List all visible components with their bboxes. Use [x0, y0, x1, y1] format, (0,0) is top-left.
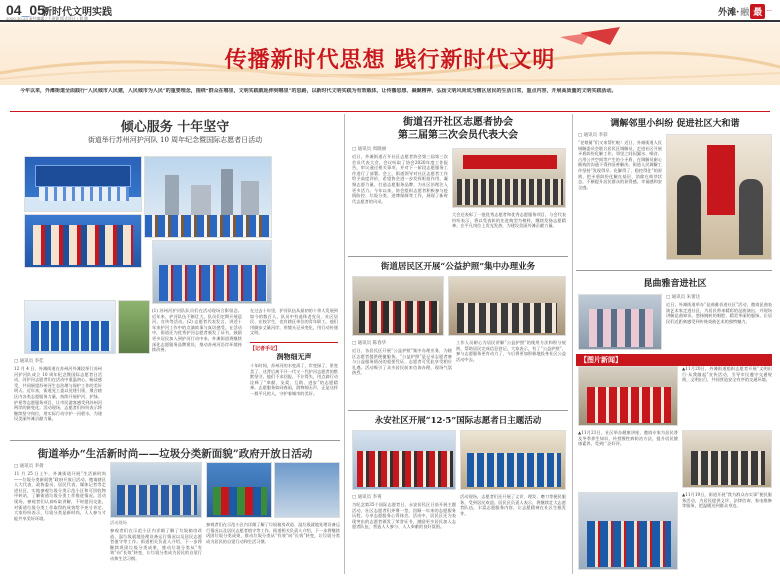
article7-title: 昆曲雅音进社区 — [643, 279, 707, 289]
divider-mid-2 — [348, 410, 568, 411]
article3-byline: □ 通讯员 周晓丽 — [352, 147, 387, 152]
article1-col3-body: 在过去十年里，护河队伍从最初的十余人发展到如今的数百人，队员中有退休老党员、社区居民、在校学生，也有辖区单位的青年职工。他们用脚步丈量河岸，用镜头记录变化，用行动传递文明。 — [250, 308, 338, 336]
article6-photo-mediation — [666, 134, 772, 260]
stage-people — [39, 187, 129, 201]
banner-flag — [707, 145, 735, 215]
brand-label: 外滩· — [718, 7, 740, 18]
article1-photo-group — [24, 300, 116, 354]
article2-photo-station — [274, 462, 340, 518]
article4-body-right: 工作人员耐心为居民讲解“公益护照”的使用方法和积分规则，帮助居民完成信息登记。大家表示，有了“公益护照”，参与志愿服务更有动力了，今后将更加积极地投身社区公益活动中去。 — [456, 340, 566, 362]
article2-caption: 活动现场 — [110, 520, 127, 525]
performers — [589, 309, 653, 347]
news-item-3: ▲11月19日，街道开展“我为群众办实事”便民服务活动，为居民提供义诊、法律咨询、家电维修等服务，把温暖送到群众身边。 — [682, 492, 772, 509]
masthead — [0, 0, 780, 22]
divider-mid-1 — [348, 256, 568, 257]
banner — [0, 23, 780, 85]
article2-body3: 参观者们在示范小区内详细了解了垃圾箱房改造、湿垃圾就地处理设备运行情况以及居民志愿者值守等工作。街道相关负责人介绍，下一步将继续巩固垃圾分类成果，推动垃圾分类从“有效”向“长效”转变，让垃圾分类成为居民的自觉行动和生活习惯。 — [206, 522, 340, 544]
tower-2 — [191, 185, 211, 215]
article2-photo-recycle — [206, 462, 272, 518]
news-item-2: ▲11月21日，社区举办健康讲座，邀请专家为居民普及冬季养生知识，传授慢性病防治方法，提升居民健康素养，受到广泛好评。 — [578, 430, 678, 447]
article5-body-right: 活动现场，志愿者们还开展了义诊、理发、磨刀等便民服务，受到居民欢迎。居民区负责人表示，将继续壮大志愿者队伍，丰富志愿服务内容，让志愿精神在社区生根发芽。 — [460, 494, 566, 516]
recycle-bins — [213, 487, 267, 515]
tower-3 — [221, 169, 233, 215]
col-divider-1 — [344, 114, 345, 574]
page-number-sep: _ — [21, 2, 30, 18]
article1-body: 12 月 4 日，外滩街道在苏州河外滩段举行苏州河护河队成立 10 周年纪念暨国际志愿者日活动，河护河志愿者们在活动中重温初心，畅谈感受，共同展望苏州河生态治理与保护工作的美好明天。近年来，街道党工委以党建引领，聚合辖区内各类志愿服务力量，持续开展护河、护绿、护景等志愿服务项目，让市民游客感受到苏州河两岸的新变化。活动现场，志愿者们纷纷表示将继续坚守岗位，用实际行动守护一河碧水，为建设美丽外滩贡献力量。 — [14, 366, 102, 422]
crowd — [145, 215, 272, 238]
divider-top — [10, 111, 770, 112]
article4-body: 近日，各居民区开展“公益护照”集中办理业务，为辖区志愿者提供便捷服务。“公益护照”是记录志愿者参与公益服务情况的重要凭证，志愿者可凭此享受相应礼遇。活动吸引了众多居民前来咨询办理，现场气氛热烈。 — [352, 348, 452, 376]
page-number-b: 05 — [29, 2, 45, 18]
visitors — [117, 485, 197, 515]
desk-people — [359, 301, 439, 333]
article2-body: 11 月 25 日上午，外滩街道开展“生活新时尚——垃圾分类新面貌”政府开放日活动。邀请辖区人大代表、政协委员、居民代表、媒体记者等走进社区，实地参观垃圾分类示范小区和可回收物中转站，了解街道垃圾分类工作推进情况。活动现场，参观者们认真听取讲解，不时提问交流，对街道垃圾分类工作取得的成效给予充分肯定。大家纷纷表示，垃圾分类是新时尚，人人参与才能共享美好环境。 — [14, 471, 106, 521]
article5-title: 永安社区开展“12·5”国际志愿者日主题活动 — [374, 416, 542, 426]
news-photo-3 — [578, 492, 678, 570]
article7-photo-opera — [578, 294, 662, 350]
article7-body: 近日，外滩街道举办“昆曲雅音进社区”活动，邀请昆曲表演艺术家走进社区，为居民带来精彩的昆曲演出，并现场讲解昆曲知识。悠扬婉转的唱腔、精美华丽的服饰，让居民们近距离感受到传统戏曲艺术的独特魅力。 — [666, 302, 772, 324]
reporter-note-box — [250, 342, 338, 436]
article3-body-right: 大会还表彰了一批优秀志愿者和优秀志愿服务项目，与会代表纷纷表示，将以受表彰的先进典型为榜样，继续发扬志愿精神，在平凡岗位上发光发热，为建设美丽外滩贡献力量。 — [452, 212, 566, 229]
article3-photo-meeting — [452, 148, 566, 208]
divider-right-1 — [576, 270, 772, 271]
news-brief-label: 【图片新闻】 — [576, 354, 772, 366]
banner-headline: 传播新时代思想 践行新时代文明 — [224, 47, 556, 73]
article5-byline: □ 通讯员 李爽 — [352, 495, 382, 500]
banner-lead: 今年以来，外滩街道全面践行“人民城市人民建，人民城市为人民”的重要理念，围绕“群众在哪里，文明实践就延伸到哪里”的思路，以新时代文明实践为有效载体，让传播思想、凝聚精神、弘扬文明风尚成为辖区居民的生活日常，重点内容，开展高质量的文明实践活动。 — [20, 88, 617, 94]
group-photo — [357, 451, 453, 487]
article5-body: 为纪念第35个国际志愿者日，永安居民区日前开展主题活动，社区志愿者们齐聚一堂，回顾一年来的志愿服务历程，分享志愿服务心得体会。活动中，居民区还为表现突出的志愿者颁发了荣誉证书，激励更多居民加入志愿者队伍，营造人人参与、人人奉献的良好氛围。 — [352, 502, 456, 530]
mediator-left — [677, 175, 701, 255]
volunteers — [159, 265, 267, 301]
article1-title: 倾心服务 十年坚守 — [120, 120, 230, 135]
news-photo-2-people — [691, 451, 765, 485]
brand-badge: 最 — [750, 4, 765, 19]
article2-title: 街道举办“生活新时尚——垃圾分类新面貌”政府开放日活动 — [37, 448, 313, 460]
page-number-a: 04 — [6, 2, 22, 18]
tower-1 — [165, 175, 179, 215]
article1-photo-skyline — [144, 156, 272, 238]
article6-byline: □ 通讯员 李彩 — [578, 133, 608, 138]
article1-photo-volunteers — [152, 240, 272, 304]
section-title: 新时代文明实践 — [42, 7, 112, 18]
date-line: 2020.10.23 责任编辑 / 王嘉铭 版式设计 / 刘 敏 — [6, 16, 89, 21]
article7-byline: □ 通讯员 朱蕾达 — [666, 295, 701, 300]
article1-photo-certificates — [24, 214, 142, 268]
article1-col2-body: (1) 苏州河护河队队员们在活动现场合影留念。近年来，护河队伍不断壮大，队员们定期开展巡河、宣传等活动。(2) 志愿者代表发言，讲述十年来护河工作中的点滴故事与真切感受。在活动中，街道还为优秀护河志愿者颁发了证书，鼓励更多居民加入到护河行动中来。外滩街道将继续深化志愿服务品牌建设，推动苏州河沿岸环境持续改善。 — [152, 308, 242, 353]
article2-byline: □ 通讯员 李倩 — [14, 464, 44, 469]
article4-photo-2 — [448, 276, 566, 336]
article4-photo-1 — [352, 276, 444, 336]
article3-body: 近日，外滩街道召开社区志愿者协会第三届第三次会员代表大会。会议听取了协会2020年度工作报告，审议通过相关事项，并对下一阶段志愿服务工作进行了部署。会上，街道领导对社区志愿者工作给予高度评价，希望协会进一步发挥枢纽作用，凝聚志愿力量，打造志愿服务品牌，为社区治理注入更多活力。今年以来，协会组织志愿者积极参与疫情防控、垃圾分类、进博保障等工作，展现了新时代志愿者的风采。 — [352, 154, 448, 204]
reporter-note-title: 润物细无声 — [276, 352, 312, 361]
article6-body: “老娘舅”们又来帮忙啦！近日，外滩街道人民调解委员会联合居民区调解员，走进社区开展矛盾纠纷化解工作。邻里之间因漏水、噪音、占用公共空间等产生的小矛盾，在调解员耐心细致的沟通下得到妥善解决。街道人民调解工作坚持“发现得早、化解得了、稳控得住”的原则，把矛盾纠纷化解在基层、消除在萌芽状态，不断提升居民群众的获得感、幸福感和安全感。 — [578, 140, 662, 190]
article1-photo-stage — [24, 156, 142, 212]
brand-dots: ··· — [766, 7, 772, 15]
article1-photo-trees — [118, 300, 150, 354]
divider-left-mid — [10, 440, 340, 441]
news-photo-2 — [682, 430, 772, 488]
registration-desk — [457, 303, 557, 333]
meeting-stage — [463, 155, 557, 169]
news-item-1: ▲11月20日，外滩街道组织志愿者开展“文明出行·从我做起”宣传活动，引导市民遵守交通规则，文明出行，共同营造安全有序的交通环境。 — [682, 366, 772, 383]
tower-4 — [241, 181, 259, 215]
service-people — [467, 453, 561, 487]
news-photo-1-people — [587, 387, 671, 423]
brand-logo — [718, 1, 772, 21]
stage-backdrop — [35, 165, 131, 187]
article2-body2: 参观者们在示范小区内详细了解了垃圾箱房改造、湿垃圾就地处理设备运行情况以及居民志愿者值守等工作。街道相关负责人介绍，下一步将继续巩固垃圾分类成果，推动垃圾分类从“有效”向“长效”转变，让垃圾分类成为居民的自觉行动和生活习惯。 — [110, 528, 202, 561]
reporter-note-body: 十年时间，苏州河的水变清了，岸变绿了，景变美了，这背后离不开一代又一代护河志愿者的默默坚守。他们不求回报，不计得失，用点滴行动诠释了“奉献、友爱、互助、进步”的志愿精神。志愿服务如同春雨，润物细无声，正是这样一群平凡的人，守护着城市的美好。 — [250, 363, 338, 396]
group-people — [31, 321, 111, 351]
news-photo-1 — [578, 366, 678, 426]
brand-sub: 融 — [740, 7, 750, 18]
article4-title: 街道居民区开展“公益护照”集中办理业务 — [380, 262, 536, 272]
article2-photo-main — [110, 462, 202, 518]
people-row — [33, 225, 133, 265]
article1-byline: □ 通讯员 李佳 — [14, 359, 44, 364]
article5-photo-1 — [352, 430, 456, 490]
article3-title-1: 街道召开社区志愿者协会 第三届第三次会员代表大会 — [398, 117, 518, 141]
mediator-right — [739, 179, 763, 255]
col-divider-2 — [572, 114, 573, 574]
article6-title: 调解邻里小纠纷 促进社区大和谐 — [610, 119, 740, 129]
news-photo-3-people — [587, 521, 671, 567]
article5-photo-2 — [460, 430, 566, 490]
article1-subtitle: 街道举行苏州河护河队 10 周年纪念暨国际志愿者日活动 — [87, 136, 263, 144]
reporter-note-label: 【记者手记】 — [250, 346, 281, 352]
meeting-audience — [457, 179, 563, 205]
article4-byline: □ 通讯员 陈春华 — [352, 341, 387, 346]
